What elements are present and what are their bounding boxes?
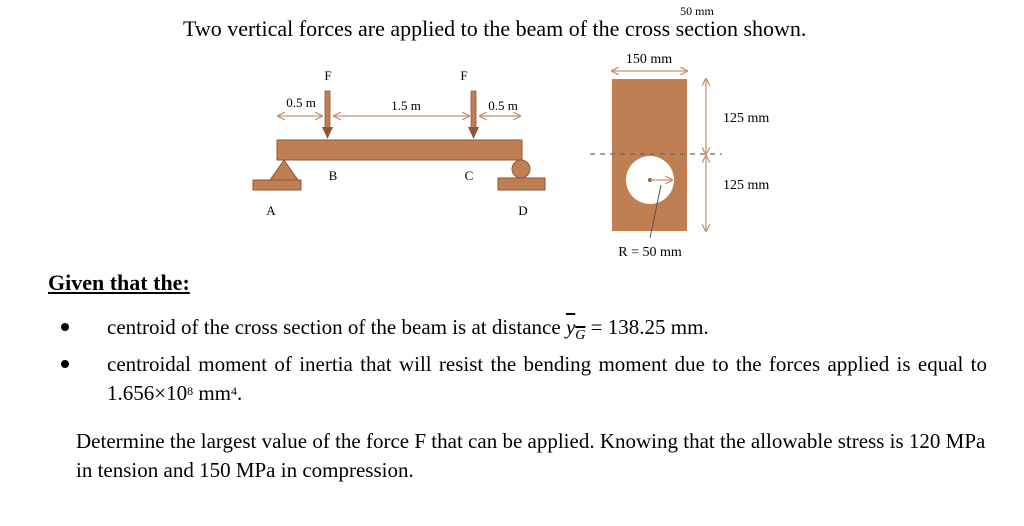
cross-section-rectangle: [612, 79, 687, 231]
radius-label: R = 50 mm: [618, 245, 682, 260]
cross-section: [590, 4, 769, 260]
force-arrow-c: [468, 91, 479, 139]
span-label-bc: 1.5 m: [391, 98, 421, 113]
bullet-dot: [58, 357, 72, 371]
centroid-symbol: $y_G$: [565, 315, 586, 344]
hole-offset-label: 50 mm: [680, 4, 714, 18]
upper-height-label: 125 mm: [723, 111, 770, 126]
bullet-dot: [58, 320, 72, 334]
span-label-cd: 0.5 m: [488, 98, 518, 113]
question-text: Determine the largest value of the force F that can be applied. Knowing that the allowable stress is 120 MPa in tension and 150 MPa in compression.: [76, 429, 986, 482]
point-label-d: D: [518, 203, 528, 218]
beam-diagram: [253, 68, 545, 218]
centroid-value: = 138.25 mm.: [585, 315, 709, 339]
lower-height-label: 125 mm: [723, 178, 770, 193]
force-arrow-b: [322, 91, 333, 139]
problem-statement: Two vertical forces are applied to the beam of the cross section shown.: [183, 16, 807, 41]
width-label: 150 mm: [625, 52, 673, 67]
roller-support: [498, 160, 545, 190]
centroid-bullet: [107, 313, 709, 350]
inertia-text: centroidal moment of inertia that will resist the bending moment due to the forces applied is equal to 1.656×10: [107, 352, 987, 405]
centroid-text: centroid of the cross section of the beam is at distance: [107, 315, 566, 339]
pin-support: [253, 160, 301, 190]
beam: [277, 140, 522, 160]
inertia-bullet: centroidal moment of inertia that will resist the bending moment due to the forces applied is equal to $1.656\times 10^8$ $mm^4$.: [107, 352, 987, 405]
force-label-b: F: [324, 68, 332, 83]
point-label-a: A: [266, 203, 276, 218]
point-label-c: C: [464, 168, 474, 183]
span-label-ab: 0.5 m: [286, 95, 316, 110]
force-label-c: F: [460, 68, 468, 83]
point-label-b: B: [328, 168, 338, 183]
given-heading: Given that the:: [48, 270, 190, 295]
